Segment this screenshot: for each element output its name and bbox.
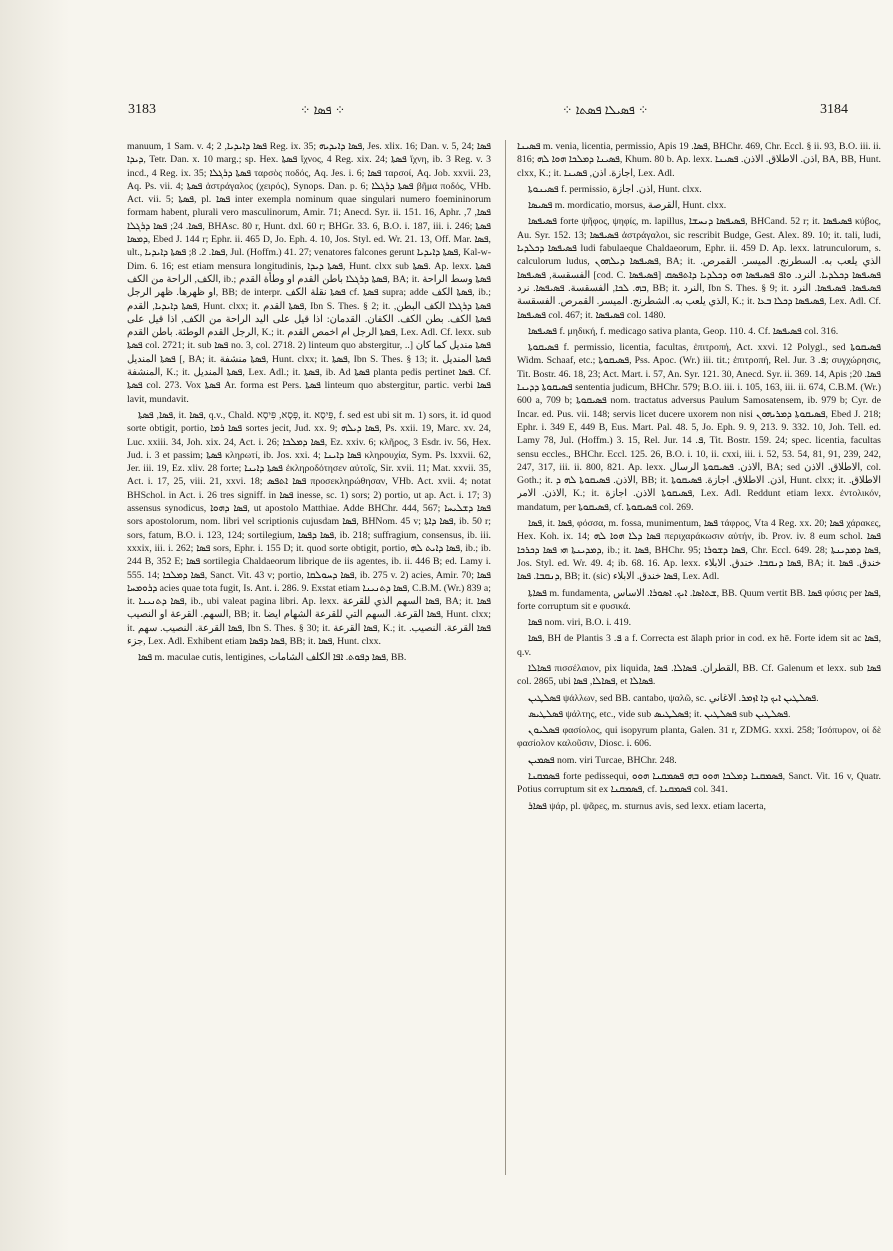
dictionary-entry: ܦܣܐ, ܦܣܬܐ, it. ܦܣܐ, q.v., Chald. פְּסָא, פִּיסָא, it. פֵּיסָא, f. sed est ubi sit m. 1) sors, it. id quod sorte obtigit, portio, ܦܣܐ ܪܡܐ sortes jecit, Jud. xx. 9; ܦܣܐ ܕܝܠܗ, Ps. xxii. 19, Marc. xv. 24, Luc. xxiii. 34, Joh. xix. 24, Act. i. 26; ܦܣܐ ܕܡܠܟܐ, Ez. xxiv. 6; κλῆρος, 3 Esdr. iv. 56, Hex. Jud. i. 3 et passim; ܦܣܬܐ κληρωτί, ib. Jos. xxi. 4; ܦܣܐ ܕܐܝܢܐ κληρουχία, Sym. Ps. lxxvii. 62, Jer. iii. 19, Ez. xliv. 28 forte; ܦܣܬܐ ܕܐܝܢܐ ἐκληροδότησεν αὐτοῖς, Sir. xvii. 11; Mat. xxvii. 35, Act. i. 17, 25, viii. 21, xxvi. 18; ܦܣܐ ܐܬܦܣ προσεκληρώθησαν, VHb. Act. xvii. 4; notat BHSchol. in Act. i. 26 tres signiff. in ܦܣܐ inesse, sc. 1) sors; 2) portio, ut ap. Act. i. 17; 3) assensus synodicus, ܦܣܐ ܕܗܘܐ, ut apostolo Matthiae. Adde BHChr. 444, 567; ܦܣܐ ܕܫܠܝܚܐ sors apostolorum, nom. libri vel scriptionis cujusdam ܦܣܐ, BHNom. 45 v; ܦܣܐ ܕܐܬܐ, ib. 50 r; sors, fatum, B.O. i. 123, 124; sortilegium, ܦܣܐ ܕܦܣܐ, ib. 218; suffragium, consensus, ib. iii. xxxix, iii. i. 262; ܦܣܐ sors, Ephr. i. 155 D; it. quod sorte obtigit, portio, ܦܣܐ ܕܐܝܬ ܠܗ, ib.; ib. 244 B, 352 E; ܦܣܐ sortilegia Chaldaeorum librique de iis agentes, ib. ii. 446 B; ed. Lamy i. 555. 14; ܦܣܐ ܕܡܠܟܐ, Sanct. Vit. 43 v; portio, ܦܣܐ ܕܚܘܠܩܐ, ib. 275 v. 2) acies, Amir. 70; ܦܣܐ ܕܪܘܡܚܐ acies quae tota fugit, Is. Ant. i. 286. 9. Exstat etiam ܦܣܐ ܕܬܢܝܢܐ, C.B.M. (Wr.) 839 a; it. ܦܣܐ ܕܬܢܝܢܐ, ib., ubi valeat pagina libri. Ap. lexx. ܦܣܐ السهم الذي للقرعة, BA; it. ܦܣܐ السهم. القرعة او النصيب, BB; it. ܦܣܐ القرعة. السهم التي للقرعة الشهام ايضا, Hunt. clxx; it. ܦܣܐ القرعة. النصيب. سهم, Ibn S. Thes. § 30; it. ܦܣܐ القرعة, K.; it. ܦܣܐ القرعة. النصيب. جزء, Lex. Adl. Exhibent etiam ܦܣܐ ܕܦܣܐ, BB; it. ܦܣܐ, Hunt. clxx. <box>127 409 491 647</box>
dictionary-entry: ܦܣܠܝܘܢ φασίολος, qui isopyrum planta, Galen. 31 r, ZDMG. xxxi. 258; Ἰσόπυρον, οἱ δὲ φασίολον καλοῦσιν, Diosc. i. 606. <box>517 725 881 750</box>
page-gutter-shadow <box>0 0 70 1251</box>
left-running-head: ⁘ ܦܣܐ ⁘ <box>300 103 346 117</box>
dictionary-entry: ܦܣܝܦܣܐ forte ψῆφος, ψηφίς, m. lapillus, ܦܣܝܦܣܐ ܕܢܚܫܐ, BHCand. 52 r; it. ܦܣܝܦܣܐ κύβος, Au. Syr. 152. 13; ܦܣܝܦܣܐ ἀστράγαλοι, sic rescribit Budge, Gest. Alex. 89. 10; it. tali, ludi, ܦܣܝܦܣܐ ܕܟܠܕܝܐ ludi fabulaeque Chaldaeorum, Ephr. ii. 459 D. Ap. lexx. latrunculorum, s. calculorum ludus, ܦܣܝܦܣܐ ܕܝܠܗܘܢ, BA; it. الذي يلعب به. السطرنج. الميسر. القمرص. الفسقسة, ܦܣܝܦܣܐ [cod. C. ܦܣܝܦܣܐ] ܦܣܝܦܣܐ ܕܟܠܕܝܐ. النرد. ܘܐܦ ܦܣܝܦܣܐ ܗܘ ܕܟܠܕܝܐ ܕܐܬܦܣܩ ܒܗ. ܠܟܐ, الفسقسة. ܦܣܝܦܣܐ. نرد, BB; it. النرد, Ibn S. Thes. § 9; it. ܦܣܝܦܣܐ. ܦܣܝܦܣܐ. النرد الذي يلعب به. الشطرنج. الميسر. القمرص. الفسقسة, K.; it. ܦܣܝܦܣܐ ܕܟܠܐ ܒܥܐ, Lex. Adl. Cf. ܦܣܝܦܣܐ col. 467; it. ܦܣܝܦܣܐ col. 1480. <box>517 216 881 321</box>
dictionary-entry: ܦܣܐܬܐ m. fundamenta, ܫܬܐܣܐ. ܐܝܟ. ܐܣܘܪܐ. الاساس, BB. Quum vertit BB. ܦܣܐ φύσις per ܦܣܐ, forte corruptum sit e φυσικά. <box>517 587 881 612</box>
dictionary-entry: ܦܣܠܛܝܢ ψάλλων, sed BB. cantabo, ψαλῶ, sc. ܦܣܠܛܝܢ ܐܝܟ ܕܐ ܐܙܡܪ. الاغاني. <box>528 692 819 704</box>
dictionary-entry: ܦܣܝܩܘܬܐ f. permissio, licentia, facultas, ἐπιτροπή, Act. xxvi. 12 Polygl., sed ܦܣܝܩܘܬܐ Widm. Schaaf, etc.; ܦܣܝܩܘܬܐ, Pss. Apoc. (Wr.) iii. tit.; ἐπιτροπή, Rel. Jur. ܦ. 3; συγχώρησις, Tit. Bostr. 46. 18, 23; Act. Mart. i. 57, An. Syr. 121. 30, Anecd. Syr. ii. 369. 14, Apis ܦܣܐ. 20; ܦܣܝܩܘܬܐ ܕܕܝܢܐ sententia judicum, BHChr. 579; B.O. iii. i. 105, 163, iii. ii. 674, C.B.M. (Wr.) 600 a, 709 b; ܦܣܝܩܘܬܐ nom. tractatus adversus Paulum Samosatensem, ib. 979 b; Cyr. de Incar. ed. Pus. vii. 148; servis licet ducere uxorem non nisi ܦܣܝܩܘܬܐ ܕܡܪܝܗܘܢ, Ebed J. 218; Ephr. i. 349 E, 449 B, Eus. Mart. Pal. 48. 5, Jo. Eph. 9. 9, 213. 9. 332. 10, Joh. Tell. ed. Lamy 78, Jul. (Hoffm.) 3. 15, Rel. Jur. ܦ. 14, Tit. Bostr. 159. 24; spec. licentia, facultas sensu eccles., BHChr. Eccl. 125. 26, B.O. i. 10, ii. cxxi, iii. i. 52, 53. 54, 81, 91, 239, 242, 247, 317, iii. ii. 800, 821. Ap. lexx. الاذن. ܦܣܝܩܘܬܐ الرسال, BA; sed الاطلاق. الاذن, col. Goth.; it. الاذن. ܦܣܝܩܘܬܐ ܠܗ ܕ, BB; it. اذن. الاطلاق. اجازة. ܦܣܝܩܘܬܐ, Hunt. clxx; it. الاطلاق. الاذن. الامر, K.; it. ܦܣܝܩܘܬܐ الاذن. اجازة, Lex. Adl. Reddunt etiam lexx. ἐντολικόν, mandatum, per ܦܣܝܩܘܬܐ, cf. ܦܣܝܩܘܬܐ col. 269. <box>517 342 881 513</box>
right-page-number: 3184 <box>820 102 848 117</box>
dictionary-entry: ܦܣܐܠܐ πισσέλαιον, pix liquida, القطران. ܦܣܐܠܐ. ܦܣܐ, BB. Cf. Galenum et lexx. sub ܦܣܐ col. 2865, ubi ܦܣܐܠܐ, ܦܣܐ, et ܦܣܐܠܐ. <box>517 662 881 688</box>
dictionary-entry: ܦܣܐܪ ψάρ, pl. ψᾶρες, m. sturnus avis, sed lexx. etiam lacerta, <box>528 800 766 812</box>
dictionary-entry: ܦܣܐ nom. viri, B.O. i. 419. <box>528 617 632 629</box>
column-divider <box>505 140 506 1175</box>
dictionary-entry: ܦܣܐ, BH de Plantis ܦ. 3 a f. Correcta est ālaph prior in cod. ex hē. Forte idem sit ac ܦܣܐ, q.v. <box>517 633 881 658</box>
dictionary-entry: ܦܣܡܩܢܐ forte pedissequi, ܦܣܡܩܢܐ ܕܡܠܟܐ ܗܘܘ ܒܗ ܦܣܡܩܢܐ ܗܘܘ, Sanct. Vit. 16 v, Quatr. Potius corruptum sit ex ܦܣܡܩܢܐ, cf. ܦܣܡܩܢܐ col. 341. <box>517 771 881 796</box>
right-column <box>517 140 881 1175</box>
left-page-number: 3183 <box>128 102 156 117</box>
dictionary-entry: ܦܣܠܛܝܣ ψάλτης, etc., vide sub ܦܣܠܛܝܣ; it. ܦܣܠܛܝܢ sub ܦܣܠܛܝܢ. <box>528 708 791 720</box>
dictionary-entry: ܦܣܐ m. maculae cutis, lentigines, ܦܣܐ ܕܦܘܬ. ܐܦܐ الكلف الشامات, BB. <box>138 652 407 664</box>
dictionary-entry: ܦܣܡܝܢ nom. viri Turcae, BHChr. 248. <box>528 754 677 766</box>
dictionary-entry: ܦܣܝܣܐ m. mordicatio, morsus, القرصة, Hunt. clxx. <box>528 200 727 212</box>
page-header <box>0 96 893 126</box>
left-column <box>127 140 491 1175</box>
dictionary-entry: manuum, 1 Sam. v. 4; ܦܣܐ ܕܐܝܕܝܐ, 2 Reg. ix. 35; ܦܣܐ ܕܐܝܕܝܗ, Jes. xlix. 16; Dan. v. 5, 24; ܦܣܐ ܕܝܕܐ, Tetr. Dan. x. 10 marg.; sp. Hex. ܦܣܬܐ ἴχνος, 4 Reg. xix. 24; ܦܣܬܐ ἴχνη, ib. 3 Reg. v. 3 incd., 4 Reg. ix. 35; ܦܣܬܐ ܕܪܓܠܐ ταρσὸς ποδός, Aq. Jes. i. 6; ܦܣܐ ταρσοί, Aq. Job. xxvii. 23, Aq. Ps. vii. 4; ܦܣܬܐ ἀστράγαλος (χειρός), Synops. Dan. p. 6; ܦܣܬܐ ܕܪܓܠܐ βῆμα ποδός, VHb. Act. vii. 5; ܦܣܬܐ, pl. ܦܣܐ inter exempla nominum quae singulari numero foemininorum formam habent, plurali vero masculinorum, Amir. 71; Anecd. Syr. ii. 151. 16, Aphr. ܦܣܐ, 7, ܦܣܐ. 24; ܦܣܐ ܕܪܓܠܐ, BHAsc. 80 r, Hunt. dxl. 60 r; BHGr. 33. 6, B.O. i. 187, iii. i. 246; ܦܣܬܐ ܕܡܣܐ, Ebed J. 144 r; Ephr. ii. 465 D, Jo. Eph. 4. 10, Jos. Styl. ed. Wr. 21. 13, Off. Mar. ܦܣܐ, ult., ܦܣܐ. 2. 8; ܦܣܬܐ ܕܐܝܕܝܐ, Jul. (Hoffm.) 41. 27; venatores falcones gerunt ܦܣܬܐ ܕܐܝܕܝܐ, Kal-w-Dim. 6. 16; est etiam mensura longitudinis, ܦܣܬܐ ܕܝܕܐ, Hunt. clxx sub ܦܣܬܐ. Ap. lexx. ܦܣܬܐ الكف, الراحة من الكف, ib.; ܦܣܬܐ ܕܪܓܠܐ باطن القدم او وطأة القدم, BA; it. ܦܣܬܐ وسط الراحة او ظهرها. ظهر الرجل, BB; de interpr. ܦܣܬܐ نقلة الكف cf. ܦܣܬܐ supra; adde ܦܣܬܐ الكف, ib.; ܦܣܬܐ ܕܐܝܕܝܐ, القدم, Hunt. clxx; it. ܦܣܬܐ القدم, Ibn S. Thes. § 2; it. ܦܣܬܐ ܕܪܓܠܐ الكف البطن, ܦܣܬܐ الكف. بطن الكف. الكفان. القدمان: اذا قيل على اليد الراحة من الكف, اذا قيل على الرجل القدم الوطئة. باطن القدم, K.; it. ܦܣܬܐ الرجل ام اخمص القدم, Lex. Adl. Cf. lexx. sub ܦܣܬܐ col. 2721; it. sub ܦܣܐ no. 3, col. 2718. 2) linteum quo abstergitur, ܦܣܬܐ مندیل كما كان [.. ] ܦܣܬܐ المنديل, BA; it. ܦܣܬܐ منشفة, Hunt. clxx; it. ܦܣܬܐ, Ibn S. Thes. § 13; it. ܦܣܬܐ المنديل المنشفة, K.; it. ܦܣܬܐ المنديل, Lex. Adl.; it. ܦܣܬܐ, ib. Ad ܦܣܬܐ planta pedis pertinet ܦܣܐ. Cf. ܦܣܬܐ col. 273. Vox ܦܣܬܐ Ar. forma est Pers. ܦܣܬܐ linteum quo abstergitur, partic. verbi ܦܣܐ lavit, mundavit. <box>127 141 491 405</box>
dictionary-entry: ܦܣܝܢܘܬܐ f. permissio, اذن. اجازة, Hunt. clxx. <box>528 183 702 195</box>
dictionary-entry: ܦܣܐ, it. ܦܣܐ, φόσσα, m. fossa, munimentum, ܦܣܐ τάφρος, Vta 4 Reg. xx. 20; ܦܣܐ χάρακες, Hex. Koh. ix. 14; ܦܣܐ ܕܠܐ ܗܘܐ ܠܗ περιχαράκωσιν αὐτήν, ib. Prov. iv. 8 eum schol. ܦܣܐ ܕܡܕܝܢܬܐ ܗܝ ܦܣܐ ܕܟܪܟܐ, ib.; it. ܦܣܐ, BHChr. 95; ܦܣܐ ܕܫܘܪܐ, Chr. Eccl. 649. 28; ܦܣܐ ܕܡܕܝܢܬܐ, Jos. Styl. ed. Wr. 49. 4; ib. 68. 16. Ap. lexx. ܦܣܐ ܕܢܩܒܐ. خندق. الابلاء, BA; it. خندق. ܦܣܐ ܕܢܩܒܐ. ܦܣܐ, BB; it. (sic) ܦܣܐ خندق. الابلاء, Lex. Adl. <box>517 518 881 583</box>
dictionary-entry: ܦܣܝܢܐ m. venia, licentia, permissio, Apis ܦܣܐ. 19, BHChr. 469, Chr. Eccl. § ii. 93, B.O. iii. ii. 816; ܦܣܝܢܐ ܕܡܠܟܐ ܗܘܐ ܠܗ, Khum. 80 b. Ap. lexx. اذن. الاطلاق. الاذن. ܦܣܝܢܐ, BA, BB, Hunt. clxx, K.; it. اجازة. اذن, ܦܣܝܢܐ, Lex. Adl. <box>517 141 881 179</box>
right-running-head: ⁘ ܦܣܝܠܐ ܦܣܬܐ ⁘ <box>562 103 649 117</box>
dictionary-entry: ܦܣܝܦܣܐ f. μηδική, f. medicago sativa planta, Geop. 110. 4. Cf. ܦܣܝܦܣܐ col. 316. <box>528 325 839 337</box>
